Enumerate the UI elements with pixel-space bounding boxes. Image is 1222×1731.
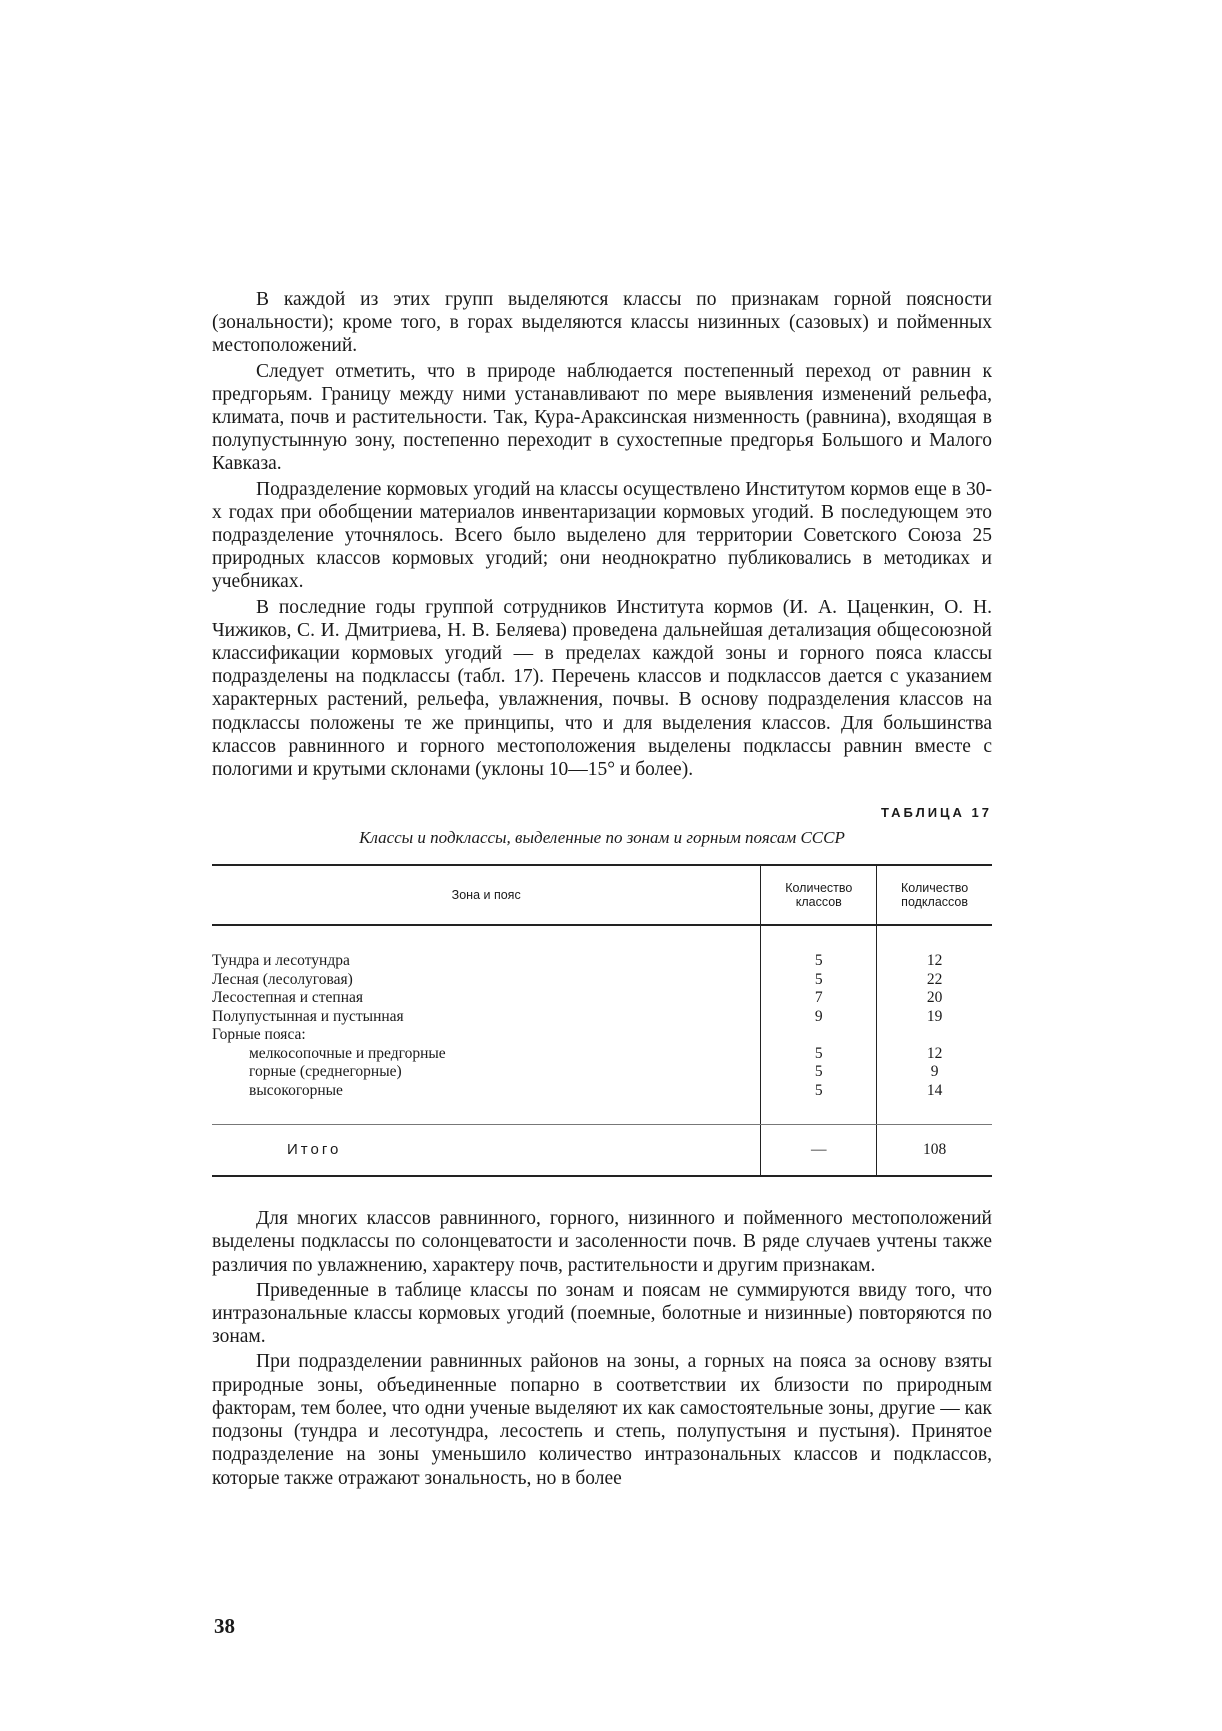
table-row — [212, 1008, 992, 1027]
classes-count: 5 — [761, 1063, 877, 1082]
paragraph: В каждой из этих групп выделяются классы по признакам горной поясности (зональности); кроме того, в горах выделяются классы низинных (сазовых) и пойменных местоположений. — [212, 289, 992, 357]
header-subclasses: Количество подклассов — [877, 865, 992, 925]
total-label: Итого — [212, 1125, 761, 1177]
table-caption: Классы и подклассы, выделенные по зонам и горным поясам СССР — [359, 828, 845, 848]
paragraph: Приведенные в таблице классы по зонам и поясам не суммируются ввиду того, что интразональные классы кормовых угодий (поемные, болотные и низинные) повторяются по зонам. — [212, 1279, 992, 1348]
subclasses-count: 14 — [877, 1082, 992, 1101]
total-row — [212, 1125, 992, 1177]
classes-count: 7 — [761, 989, 877, 1008]
zone-name: Лесостепная и степная — [212, 989, 363, 1007]
zone-name: Тундра и лесотундра — [212, 952, 350, 970]
subclasses-count: 9 — [877, 1063, 992, 1082]
total-classes: — — [761, 1125, 877, 1177]
classes-count: 5 — [761, 971, 877, 990]
paragraph: Подразделение кормовых угодий на классы осуществлено Институтом кормов еще в 30-х годах при обобщении материалов инвентаризации кормовых угодий. В последующем это подразделение уточнялось. Всего было выделено для территории Советского Союза 25 природных классов кормовых угодий; они неоднократно публиковались в методиках и учебниках. — [212, 478, 992, 593]
zone-name: Лесная (лесолуговая) — [212, 970, 353, 988]
paragraph: При подразделении равнинных районов на зоны, а горных на пояса за основу взяты природные зоны, объединенные попарно в соответствии их близости по природным факторам, тем более, что одни ученые выделяют их как самостоятельные зоны, другие — как подзоны (тундра и лесотундра, лесостепь и степь, полупустыня и пустыня). Принятое подразделение на зоны уменьшило количество интразональных классов и подклассов, которые также отражают зональность, но в более — [212, 1351, 992, 1489]
table-row — [212, 1045, 992, 1064]
header-zone: Зона и пояс — [212, 865, 761, 925]
zone-name: Горные пояса: — [212, 1026, 306, 1044]
page-number: 38 — [214, 1614, 235, 1638]
total-subclasses: 108 — [877, 1125, 992, 1177]
table-row — [212, 989, 992, 1008]
paragraph: В последние годы группой сотрудников Института кормов (И. А. Цаценкин, О. Н. Чижиков, С. И. Дмитриева, Н. В. Беляева) проведена дальнейшая детализация общесоюзной классификации кормовых угодий — в пределах каждой зоны и горного пояса классы подразделены на подклассы (табл. 17). Перечень классов и подклассов дается с указанием характерных растений, рельефа, увлажнения, почвы. В основу подразделения классов на подклассы положены те же принципы, что и для выделения классов. Для большинства классов равнинного и горного местоположения выделены подклассы равнин вместе с пологими и крутыми склонами (уклоны 10—15° и более). — [212, 596, 992, 781]
table-row — [212, 971, 992, 990]
classes-count: 5 — [761, 1045, 877, 1064]
header-classes: Количество классов — [761, 865, 877, 925]
classes-count: 5 — [761, 1082, 877, 1101]
subclasses-count: 20 — [877, 989, 992, 1008]
subclasses-count: 12 — [877, 1045, 992, 1064]
classes-table — [212, 864, 992, 1177]
subclasses-count: 22 — [877, 971, 992, 990]
zone-name: Полупустынная и пустынная — [212, 1007, 404, 1025]
paragraph: Следует отметить, что в природе наблюдается постепенный переход от равнин к предгорьям. Границу между ними устанавливают по мере выявления изменений рельефа, климата, почв и растительности. Так, Кура-Араксинская низменность (равнина), входящая в полупустынную зону, постепенно переходит в сухостепные предгорья Большого и Малого Кавказа. — [212, 360, 992, 475]
zone-name: высокогорные — [249, 1081, 343, 1099]
table-label: ТАБЛИЦА 17 — [881, 805, 992, 821]
subclasses-count: 19 — [877, 1008, 992, 1027]
page-body — [212, 288, 992, 1492]
text-after-table — [212, 1207, 992, 1489]
subclasses-count: 12 — [877, 952, 992, 971]
paragraph: Для многих классов равнинного, горного, низинного и пойменного местоположений выделены подклассы по солонцеватости и засоленности почв. В ряде случаев учтены также различия по увлажнению, характеру почв, растительности и другим признакам. — [212, 1208, 992, 1276]
subclasses-count — [877, 1026, 992, 1045]
table-row — [212, 952, 992, 971]
zone-name: мелкосопочные и предгорные — [249, 1044, 446, 1062]
classes-count — [761, 1026, 877, 1045]
table-row — [212, 1082, 992, 1101]
classes-count: 9 — [761, 1008, 877, 1027]
table-row — [212, 1026, 992, 1045]
table-header-row — [212, 865, 992, 925]
classes-count: 5 — [761, 952, 877, 971]
table-row — [212, 1063, 992, 1082]
zone-name: горные (среднегорные) — [249, 1063, 402, 1081]
